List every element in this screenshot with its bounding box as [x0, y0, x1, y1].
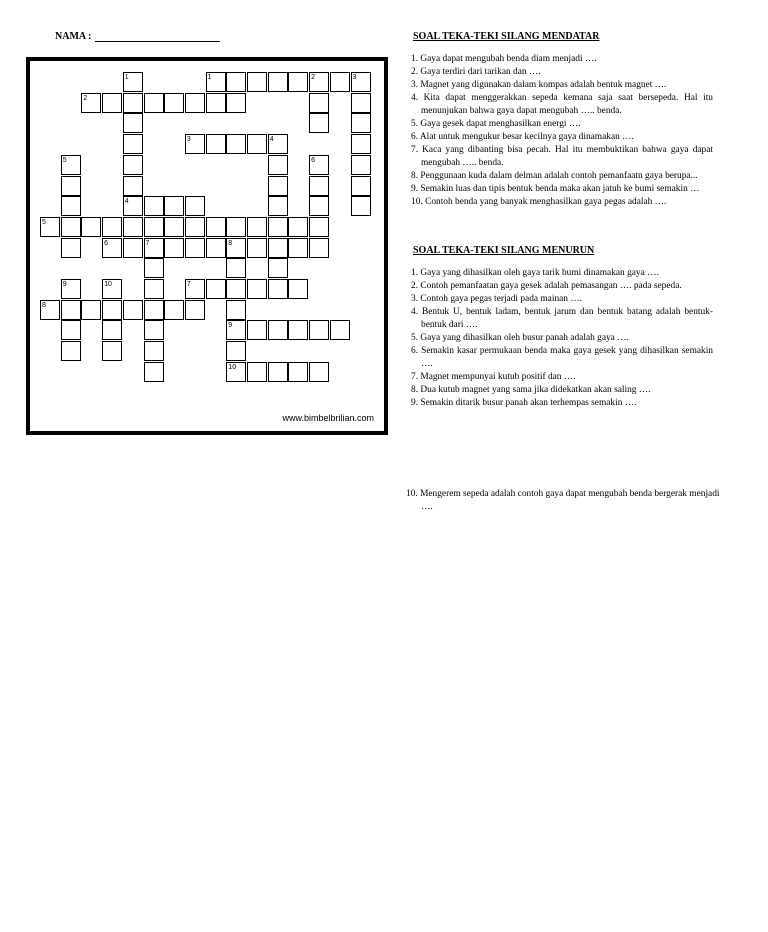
crossword-cell[interactable] — [123, 155, 143, 175]
website-credit: www.bimbelbrilian.com — [282, 413, 374, 423]
mendatar-clue: 4. Kita dapat menggerakkan sepeda kemana saja saat bersepeda. Hal itu menunjukan bahwa gaya dapat mengubah ….. benda. — [411, 93, 713, 116]
crossword-cell[interactable] — [61, 238, 81, 258]
crossword-cell[interactable] — [247, 238, 267, 258]
menurun-clue: 10. Mengerem sepeda adalah contoh gaya dapat mengubah benda bergerak menjadi …. — [406, 489, 720, 512]
crossword-cell[interactable] — [164, 217, 184, 237]
crossword-cell[interactable] — [309, 196, 329, 216]
clue-number: 10 — [104, 281, 112, 288]
crossword-cell[interactable] — [102, 300, 122, 320]
clue-number: 8 — [42, 301, 46, 309]
crossword-cell[interactable] — [247, 362, 267, 382]
menurun-clue: 9. Semakin ditarik busur panah akan terhempas semakin …. — [411, 398, 637, 408]
crossword-cell[interactable] — [102, 93, 122, 113]
crossword-cell[interactable] — [61, 176, 81, 196]
name-input-line[interactable] — [95, 41, 220, 42]
crossword-cell[interactable] — [288, 279, 308, 299]
clue-number: 5 — [42, 218, 46, 226]
crossword-cell[interactable] — [226, 93, 246, 113]
clue-number: 1 — [124, 74, 129, 81]
crossword-cell[interactable] — [268, 238, 288, 258]
crossword-cell[interactable] — [144, 279, 164, 299]
mendatar-clue: 6. Alat untuk mengukur besar kecilnya gaya dinamakan …. — [411, 132, 634, 142]
clue-number: 9 — [228, 322, 233, 330]
crossword-puzzle — [26, 57, 388, 435]
mendatar-clue-list — [411, 53, 713, 209]
crossword-cell[interactable] — [268, 217, 288, 237]
crossword-cell[interactable] — [309, 113, 329, 133]
menurun-clue: 5. Gaya yang dihasilkan oleh busur panah adalah gaya …. — [411, 333, 629, 343]
crossword-cell[interactable] — [288, 217, 308, 237]
mendatar-clue: 3. Magnet yang digunakan dalam kompas adalah bentuk magnet …. — [411, 80, 667, 90]
crossword-cell[interactable] — [226, 300, 246, 320]
crossword-cell[interactable] — [185, 93, 205, 113]
mendatar-clue: 9. Semakin luas dan tipis bentuk benda maka akan jatuh ke bumi semakin … — [411, 184, 700, 194]
crossword-cell[interactable] — [164, 238, 184, 258]
crossword-cell[interactable] — [144, 258, 164, 278]
menurun-clue: 2. Contoh pemanfaatan gaya gesek adalah pemasangan …. pada sepeda. — [411, 281, 682, 291]
crossword-cell[interactable] — [123, 217, 143, 237]
crossword-cell[interactable] — [309, 320, 329, 340]
crossword-cell[interactable] — [226, 72, 246, 92]
mendatar-clue: 8. Penggunaan kuda dalam delman adalah contoh pemanfaatn gaya berupa... — [411, 171, 698, 181]
clue-number: 7 — [145, 239, 150, 247]
crossword-cell[interactable] — [309, 93, 329, 113]
crossword-cell[interactable] — [61, 341, 81, 361]
crossword-cell[interactable] — [144, 320, 164, 340]
crossword-cell[interactable] — [247, 320, 267, 340]
crossword-cell[interactable] — [206, 279, 226, 299]
crossword-cell[interactable] — [144, 217, 164, 237]
crossword-cell[interactable] — [144, 341, 164, 361]
crossword-cell[interactable] — [268, 362, 288, 382]
crossword-cell[interactable] — [102, 217, 122, 237]
crossword-cell[interactable] — [185, 300, 205, 320]
clue-number: 10 — [228, 363, 237, 371]
clue-number: 7 — [186, 281, 191, 288]
crossword-cell[interactable] — [351, 113, 371, 133]
crossword-cell[interactable] — [226, 279, 246, 299]
name-label: NAMA : — [55, 31, 92, 42]
crossword-cell[interactable] — [309, 238, 329, 258]
crossword-cell[interactable] — [309, 217, 329, 237]
crossword-cell[interactable] — [288, 320, 308, 340]
crossword-cell[interactable] — [206, 238, 226, 258]
crossword-cell[interactable] — [144, 362, 164, 382]
clue-number: 2 — [83, 94, 88, 102]
clue-number: 4 — [124, 198, 129, 206]
crossword-cell[interactable] — [268, 258, 288, 278]
crossword-cell[interactable] — [61, 217, 81, 237]
crossword-cell[interactable] — [288, 72, 308, 92]
crossword-cell[interactable] — [226, 258, 246, 278]
menurun-title: SOAL TEKA-TEKI SILANG MENURUN — [413, 245, 595, 256]
crossword-cell[interactable] — [185, 196, 205, 216]
menurun-clue: 4. Bentuk U, bentuk ladam, bentuk jarum dan bentuk batang adalah bentuk-bentuk dari …. — [411, 307, 713, 330]
crossword-cell[interactable] — [123, 93, 143, 113]
crossword-cell[interactable] — [164, 93, 184, 113]
crossword-cell[interactable] — [61, 300, 81, 320]
crossword-cell[interactable] — [268, 320, 288, 340]
clue-number: 6 — [104, 239, 108, 247]
crossword-cell[interactable] — [330, 320, 350, 340]
crossword-cell[interactable] — [226, 217, 246, 237]
crossword-cell[interactable] — [226, 134, 246, 154]
crossword-cell[interactable] — [81, 300, 101, 320]
crossword-cell[interactable] — [123, 113, 143, 133]
crossword-cell[interactable] — [206, 217, 226, 237]
crossword-cell[interactable] — [81, 217, 101, 237]
crossword-cell[interactable] — [351, 93, 371, 113]
crossword-cell[interactable] — [268, 72, 288, 92]
menurun-clue: 1. Gaya yang dihasilkan oleh gaya tarik bumi dinamakan gaya …. — [411, 268, 659, 278]
menurun-clue: 3. Contoh gaya pegas terjadi pada mainan …. — [411, 294, 583, 304]
clue-number: 3 — [352, 74, 357, 81]
crossword-cell[interactable] — [102, 341, 122, 361]
crossword-cell[interactable] — [268, 155, 288, 175]
crossword-cell[interactable] — [247, 279, 267, 299]
crossword-cell[interactable] — [123, 176, 143, 196]
clue-number: 8 — [228, 239, 233, 247]
crossword-cell[interactable] — [226, 341, 246, 361]
mendatar-clue: 10. Contoh benda yang banyak menghasilkan gaya pegas adalah …. — [411, 197, 667, 207]
crossword-cell[interactable] — [61, 196, 81, 216]
menurun-clue: 8. Dua kutub magnet yang sama jika didekatkan akan saling …. — [411, 385, 651, 395]
crossword-cell[interactable] — [351, 176, 371, 196]
menurun-clue-list — [411, 267, 713, 410]
crossword-cell[interactable] — [123, 300, 143, 320]
mendatar-clue: 2. Gaya terdiri dari tarikan dan …. — [411, 67, 541, 77]
crossword-cell[interactable] — [164, 196, 184, 216]
crossword-cell[interactable] — [268, 176, 288, 196]
clue-number: 4 — [269, 136, 274, 144]
crossword-cell[interactable] — [144, 300, 164, 320]
crossword-cell[interactable] — [144, 196, 164, 216]
crossword-cell[interactable] — [309, 362, 329, 382]
crossword-cell[interactable] — [288, 238, 308, 258]
clue-number: 2 — [311, 74, 315, 81]
crossword-cell[interactable] — [102, 320, 122, 340]
crossword-cell[interactable] — [247, 72, 267, 92]
clue-number: 3 — [186, 136, 191, 144]
menurun-clue: 6. Semakin kasar permukaan benda maka gaya gesek yang dihasilkan semakin …. — [411, 346, 713, 369]
clue-number: 6 — [311, 156, 315, 164]
clue-number: 1 — [207, 74, 212, 81]
crossword-cell[interactable] — [288, 362, 308, 382]
crossword-cell[interactable] — [61, 320, 81, 340]
crossword-cell[interactable] — [185, 238, 205, 258]
mendatar-clue: 1. Gaya dapat mengubah benda diam menjadi …. — [411, 54, 597, 64]
crossword-cell[interactable] — [351, 155, 371, 175]
crossword-cell[interactable] — [268, 196, 288, 216]
crossword-cell[interactable] — [309, 176, 329, 196]
crossword-cell[interactable] — [164, 300, 184, 320]
crossword-cell[interactable] — [247, 134, 267, 154]
clue-number: 9 — [62, 281, 67, 288]
mendatar-clue: 5. Gaya gesek dapat menghasilkan energi …. — [411, 119, 581, 129]
crossword-cell[interactable] — [185, 217, 205, 237]
crossword-cell[interactable] — [351, 134, 371, 154]
crossword-cell[interactable] — [330, 72, 350, 92]
crossword-cell[interactable] — [144, 93, 164, 113]
crossword-cell[interactable] — [206, 93, 226, 113]
mendatar-clue: 7. Kaca yang dibanting bisa pecah. Hal itu membuktikan bahwa gaya dapat mengubah ….. benda. — [411, 145, 713, 168]
crossword-cell[interactable] — [206, 134, 226, 154]
crossword-cell[interactable] — [268, 279, 288, 299]
crossword-cell[interactable] — [123, 238, 143, 258]
mendatar-title: SOAL TEKA-TEKI SILANG MENDATAR — [413, 31, 600, 42]
crossword-cell[interactable] — [351, 196, 371, 216]
crossword-cell[interactable] — [123, 134, 143, 154]
crossword-cell[interactable] — [247, 217, 267, 237]
clue-number: 5 — [62, 156, 67, 164]
menurun-clue: 7. Magnet mempunyai kutub positif dan …. — [411, 372, 576, 382]
